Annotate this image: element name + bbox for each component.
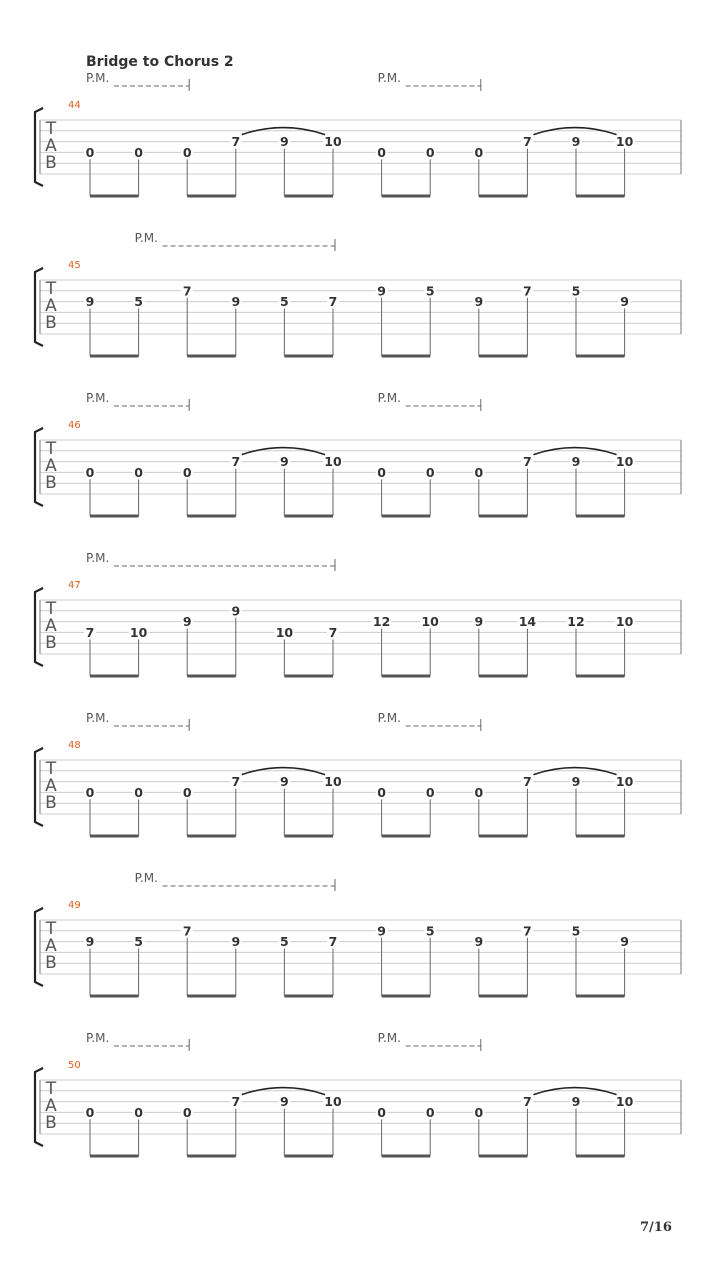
fret-number: 0 xyxy=(134,1104,143,1120)
fret-number: 9 xyxy=(231,603,241,619)
tab-clef-letter: A xyxy=(45,616,57,636)
fret-number: 7 xyxy=(523,923,532,939)
palm-mute-label: P.M. xyxy=(86,551,110,565)
palm-mute-label: P.M. xyxy=(134,871,158,885)
fret-number: 10 xyxy=(324,454,342,470)
fret-number: 9 xyxy=(85,294,95,310)
fret-number: 7 xyxy=(523,134,532,150)
palm-mute-label: P.M. xyxy=(377,711,401,725)
fret-number: 12 xyxy=(567,614,585,630)
fret-number: 7 xyxy=(328,294,338,310)
measure-number: 50 xyxy=(68,1060,81,1071)
fret-number: 0 xyxy=(425,784,435,800)
tab-clef-letter: B xyxy=(45,793,57,813)
fret-number: 10 xyxy=(615,614,634,630)
fret-number: 7 xyxy=(523,774,532,790)
fret-number: 0 xyxy=(182,144,192,160)
fret-number: 9 xyxy=(571,454,581,470)
fret-number: 9 xyxy=(280,1094,289,1110)
tab-system-50 xyxy=(35,1031,681,1156)
palm-mute-label: P.M. xyxy=(86,71,110,85)
palm-mute-label: P.M. xyxy=(86,391,110,405)
palm-mute-label: P.M. xyxy=(134,231,158,245)
fret-number: 7 xyxy=(523,1094,532,1110)
fret-number: 7 xyxy=(182,283,192,299)
fret-number: 0 xyxy=(182,1104,192,1120)
fret-number: 9 xyxy=(280,454,289,470)
fret-number: 0 xyxy=(182,784,192,800)
fret-number: 7 xyxy=(85,624,95,640)
tab-clef-letter: A xyxy=(45,776,57,796)
tab-system-46 xyxy=(35,391,681,516)
tab-system-49 xyxy=(35,871,681,996)
tab-clef-letter: B xyxy=(45,953,57,973)
fret-number: 5 xyxy=(280,294,289,310)
tab-system-45 xyxy=(35,231,681,356)
tab-clef-letter: A xyxy=(45,936,57,956)
fret-number: 7 xyxy=(328,934,338,950)
fret-number: 0 xyxy=(377,784,386,800)
tab-clef-letter: T xyxy=(45,919,57,939)
tab-system-47 xyxy=(35,551,681,676)
tab-clef-letter: A xyxy=(45,456,57,476)
fret-number: 9 xyxy=(620,294,629,310)
fret-number: 14 xyxy=(518,614,537,630)
tab-clef-letter: T xyxy=(45,119,57,139)
fret-number: 0 xyxy=(474,144,484,160)
measure-number: 45 xyxy=(68,260,81,271)
fret-number: 9 xyxy=(474,294,484,310)
palm-mute-label: P.M. xyxy=(86,711,110,725)
palm-mute-label: P.M. xyxy=(377,71,401,85)
tab-clef-letter: B xyxy=(45,1113,57,1133)
fret-number: 9 xyxy=(280,774,289,790)
measure-number: 44 xyxy=(68,100,81,111)
tab-clef-letter: T xyxy=(45,599,57,619)
fret-number: 9 xyxy=(474,934,484,950)
fret-number: 5 xyxy=(425,923,435,939)
fret-number: 0 xyxy=(377,1104,386,1120)
fret-number: 9 xyxy=(231,934,241,950)
tab-clef-letter: B xyxy=(45,473,57,493)
fret-number: 7 xyxy=(523,454,532,470)
measure-number: 46 xyxy=(68,420,81,431)
tab-clef-letter: T xyxy=(45,439,57,459)
fret-number: 0 xyxy=(425,1104,435,1120)
fret-number: 10 xyxy=(615,774,634,790)
fret-number: 10 xyxy=(615,134,634,150)
fret-number: 0 xyxy=(474,784,484,800)
fret-number: 0 xyxy=(134,784,143,800)
fret-number: 10 xyxy=(324,134,342,150)
tab-clef-letter: B xyxy=(45,633,57,653)
fret-number: 0 xyxy=(85,784,95,800)
fret-number: 7 xyxy=(182,923,192,939)
fret-number: 0 xyxy=(85,1104,95,1120)
fret-number: 0 xyxy=(425,464,435,480)
section-title: Bridge to Chorus 2 xyxy=(86,54,234,70)
fret-number: 0 xyxy=(134,144,143,160)
fret-number: 7 xyxy=(231,1094,241,1110)
fret-number: 5 xyxy=(571,283,581,299)
fret-number: 9 xyxy=(571,1094,581,1110)
fret-number: 10 xyxy=(324,1094,342,1110)
fret-number: 10 xyxy=(324,774,342,790)
fret-number: 9 xyxy=(231,294,241,310)
tab-system-44 xyxy=(35,71,681,196)
fret-number: 9 xyxy=(280,134,289,150)
fret-number: 7 xyxy=(328,624,338,640)
fret-number: 0 xyxy=(85,464,95,480)
fret-number: 10 xyxy=(615,454,634,470)
fret-number: 0 xyxy=(134,464,143,480)
palm-mute-label: P.M. xyxy=(86,1031,110,1045)
fret-number: 9 xyxy=(377,923,386,939)
fret-number: 7 xyxy=(231,134,241,150)
tab-clef-letter: A xyxy=(45,136,57,156)
fret-number: 7 xyxy=(231,454,241,470)
fret-number: 9 xyxy=(182,614,192,630)
fret-number: 0 xyxy=(85,144,95,160)
tab-clef-letter: A xyxy=(45,1096,57,1116)
fret-number: 5 xyxy=(571,923,581,939)
tab-clef-letter: T xyxy=(45,279,57,299)
measure-number: 49 xyxy=(68,900,81,911)
fret-number: 0 xyxy=(425,144,435,160)
fret-number: 0 xyxy=(474,1104,484,1120)
tab-clef-letter: B xyxy=(45,153,57,173)
fret-number: 5 xyxy=(134,934,143,950)
fret-number: 5 xyxy=(280,934,289,950)
tab-clef-letter: B xyxy=(45,313,57,333)
palm-mute-label: P.M. xyxy=(377,1031,401,1045)
fret-number: 9 xyxy=(571,774,581,790)
fret-number: 7 xyxy=(231,774,241,790)
measure-number: 47 xyxy=(68,580,81,591)
tab-clef-letter: T xyxy=(45,1079,57,1099)
palm-mute-label: P.M. xyxy=(377,391,401,405)
fret-number: 0 xyxy=(182,464,192,480)
page-number: 7/16 xyxy=(640,1220,672,1235)
fret-number: 10 xyxy=(421,614,439,630)
fret-number: 10 xyxy=(615,1094,634,1110)
tab-clef-letter: T xyxy=(45,759,57,779)
fret-number: 0 xyxy=(377,464,386,480)
fret-number: 7 xyxy=(523,283,532,299)
fret-number: 0 xyxy=(474,464,484,480)
fret-number: 9 xyxy=(474,614,484,630)
fret-number: 5 xyxy=(425,283,435,299)
fret-number: 9 xyxy=(620,934,629,950)
fret-number: 9 xyxy=(85,934,95,950)
fret-number: 10 xyxy=(275,624,294,640)
tab-clef-letter: A xyxy=(45,296,57,316)
fret-number: 12 xyxy=(372,614,391,630)
fret-number: 10 xyxy=(129,624,148,640)
fret-number: 0 xyxy=(377,144,386,160)
fret-number: 5 xyxy=(134,294,143,310)
fret-number: 9 xyxy=(571,134,581,150)
fret-number: 9 xyxy=(377,283,386,299)
measure-number: 48 xyxy=(68,740,81,751)
tab-system-48 xyxy=(35,711,681,836)
